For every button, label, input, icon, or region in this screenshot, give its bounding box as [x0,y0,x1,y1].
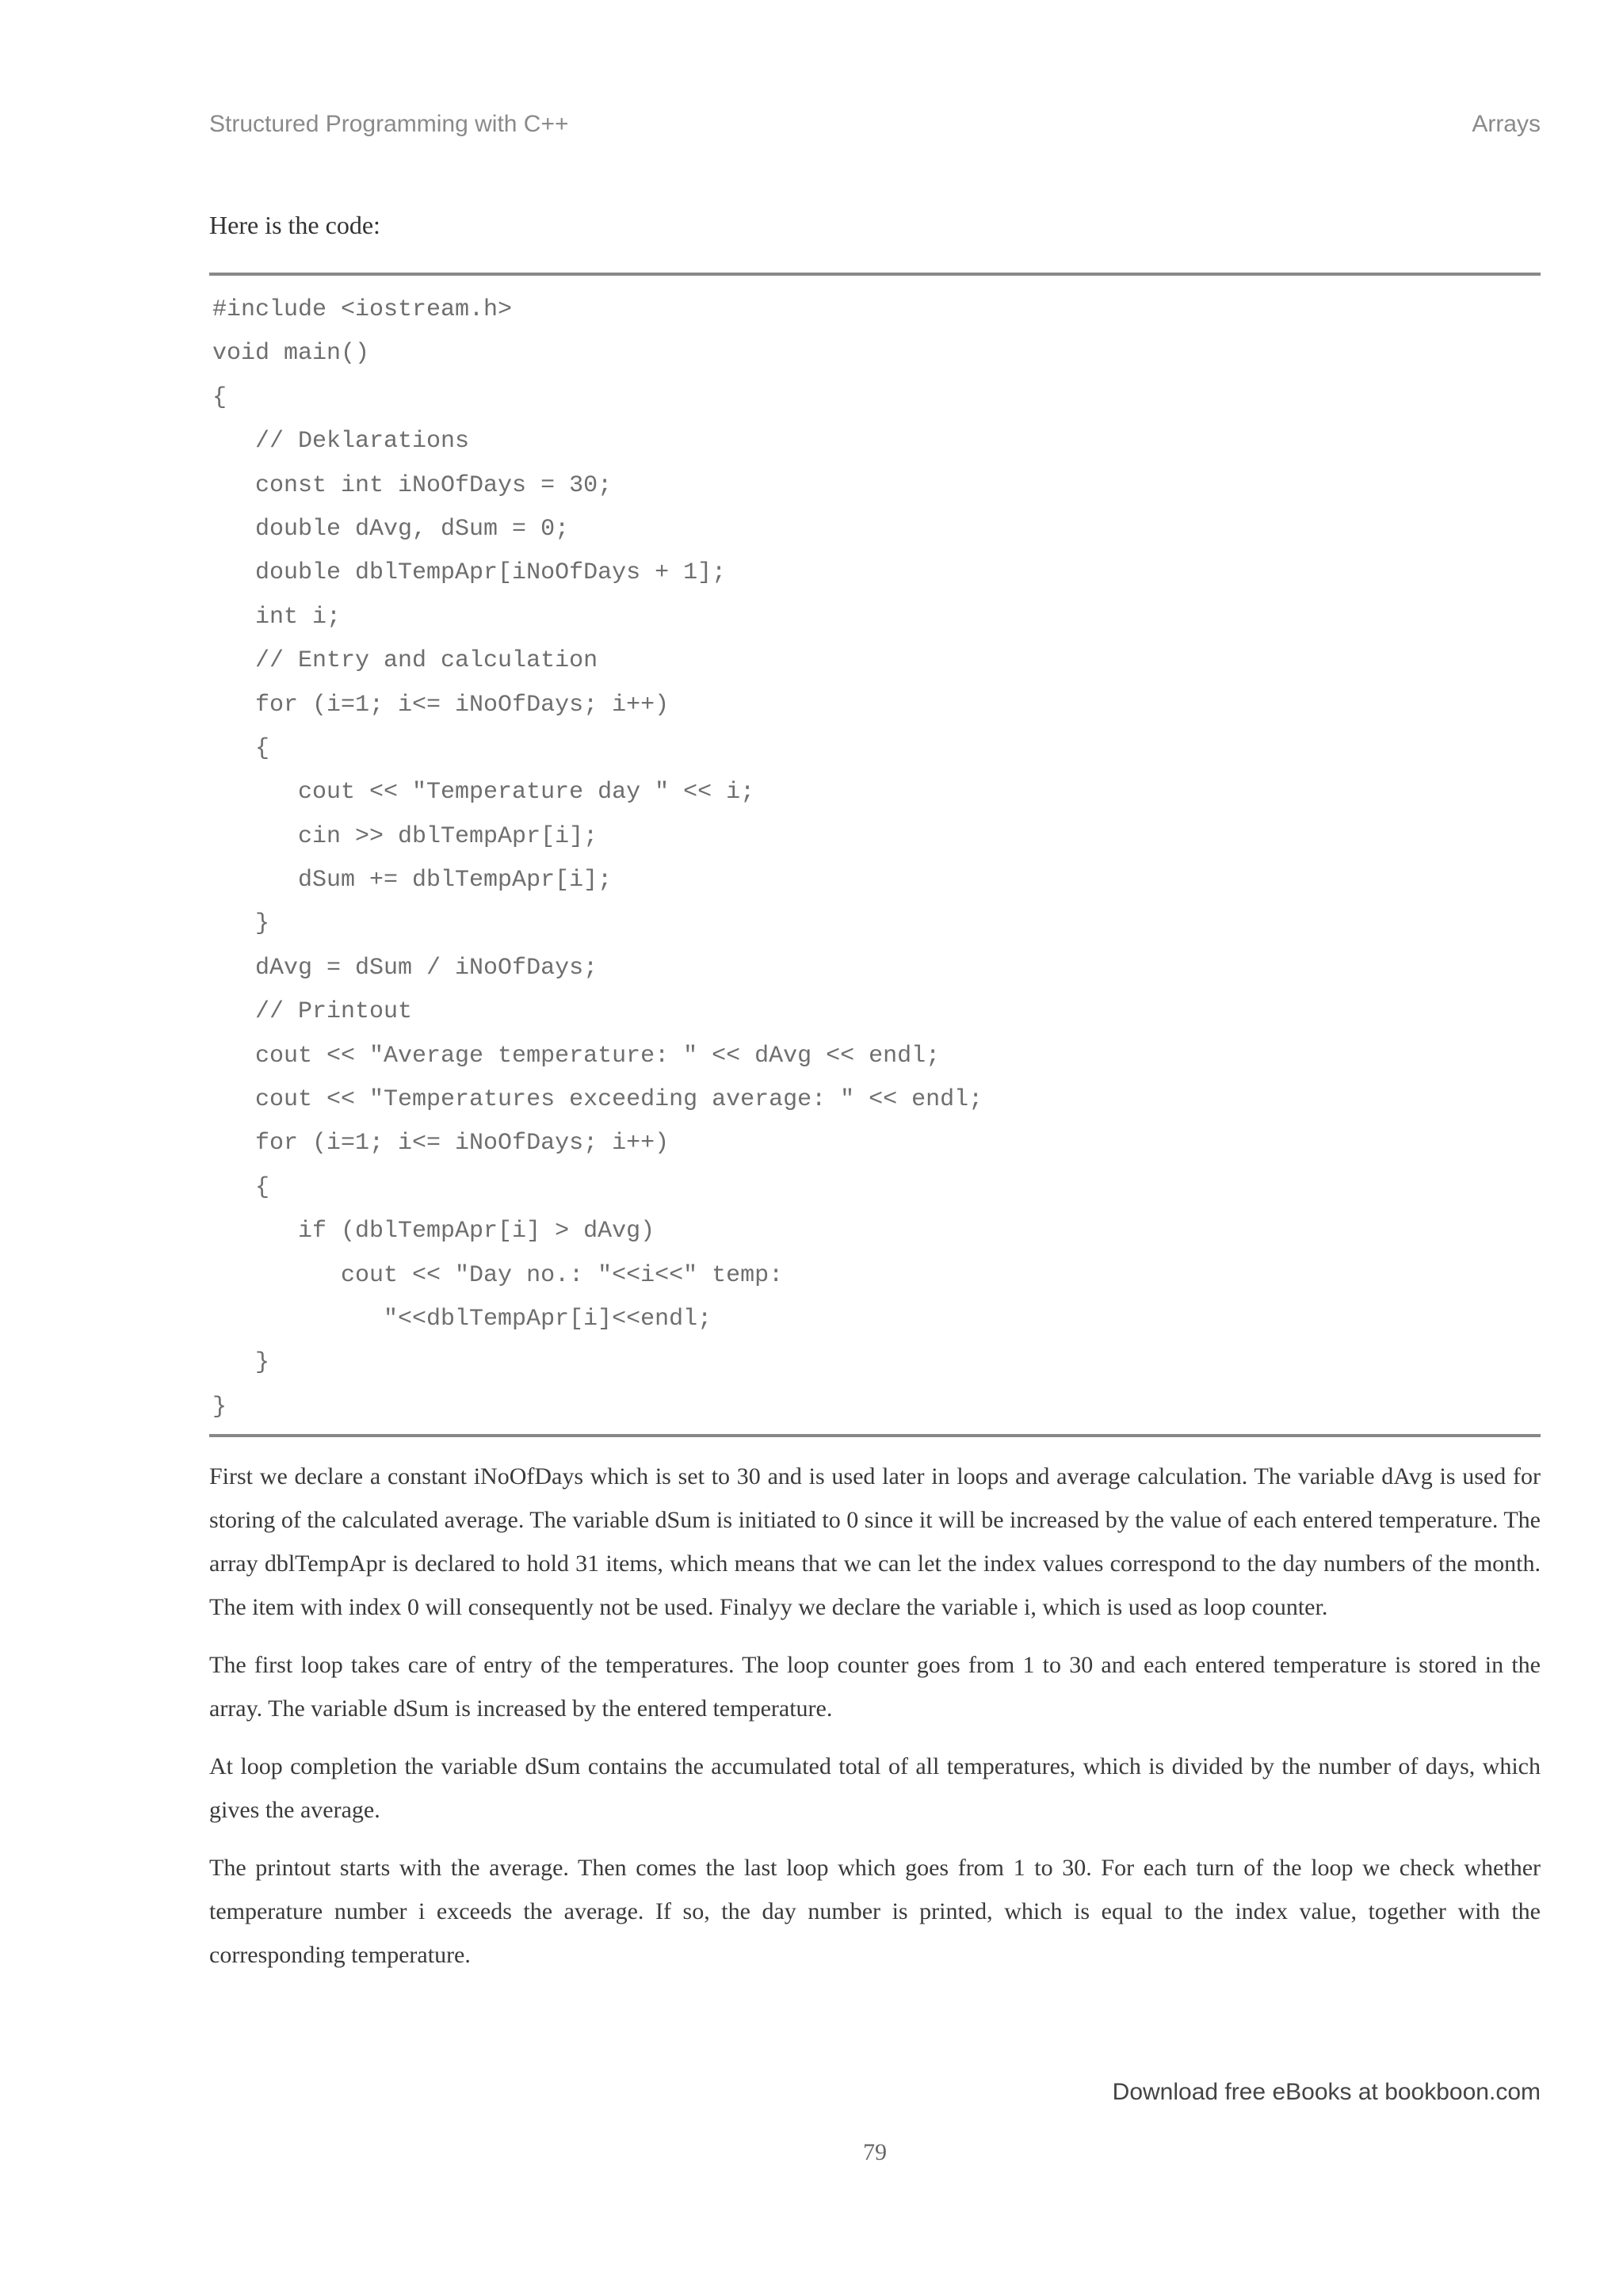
code-line: dSum += dblTempApr[i]; [212,867,613,894]
code-line: { [212,383,227,411]
code-line: const int iNoOfDays = 30; [212,471,613,499]
code-line: // Deklarations [212,428,470,456]
header-book-title: Structured Programming with C++ [209,111,569,137]
code-line: dAvg = dSum / iNoOfDays; [212,954,598,982]
code-line: for (i=1; i<= iNoOfDays; i++) [212,1130,670,1158]
page-number: 79 [863,2139,887,2165]
body-paragraph: The first loop takes care of entry of the temperatures. The loop counter goes from 1 to 30 and each entered temperature is stored in the array. The variable dSum is increased by the entered temperature. [209,1652,1541,1722]
code-line: void main() [212,340,370,368]
body-text [209,1455,1541,1991]
code-line: double dAvg, dSum = 0; [212,515,570,543]
running-header [209,111,1541,143]
code-line: } [212,1393,227,1421]
body-paragraph: First we declare a constant iNoOfDays which is set to 30 and is used later in loops and average calculation. The variable dAvg is used for storing of the calculated average. The variable dSum is initiated to 0 since it will be increased by the value of each entered temperature. The array dblTempApr is declared to hold 31 items, which means that we can let the index values correspond to the day numbers of the month. The item with index 0 will consequently not be used. Finalyy we declare the variable i, which is used as loop counter. [209,1463,1541,1620]
code-line: int i; [212,603,342,631]
code-line: cout << "Temperature day " << i; [212,779,755,807]
code-line: "<<dblTempApr[i]<<endl; [212,1305,712,1333]
body-paragraph: The printout starts with the average. Then comes the last loop which goes from 1 to 30. For each turn of the loop we check whether temperature number i exceeds the average. If so, the day number is printed, which is equal to the index value, together with the corresponding temperature. [209,1855,1541,1968]
code-line: cin >> dblTempApr[i]; [212,822,598,850]
code-intro-text: Here is the code: [209,211,380,239]
code-line: for (i=1; i<= iNoOfDays; i++) [212,691,670,719]
code-line: cout << "Day no.: "<<i<<" temp: [212,1261,784,1289]
code-line: { [212,1173,270,1201]
code-line: cout << "Temperatures exceeding average: " << endl; [212,1086,983,1114]
code-line: { [212,734,270,762]
body-paragraph: At loop completion the variable dSum contains the accumulated total of all temperatures, which is divided by the number of days, which gives the average. [209,1753,1541,1823]
code-line: // Printout [212,998,413,1026]
header-chapter-title: Arrays [1472,111,1541,137]
code-line: if (dblTempApr[i] > dAvg) [212,1218,655,1245]
code-line: // Entry and calculation [212,647,598,675]
code-lines [212,288,983,1429]
code-line: #include <iostream.h> [212,296,513,323]
code-line: cout << "Average temperature: " << dAvg << endl; [212,1042,941,1070]
code-line: double dblTempApr[iNoOfDays + 1]; [212,559,727,587]
document-page [209,0,1541,2296]
code-line: } [212,1349,270,1377]
code-line: } [212,910,270,938]
download-ebooks-link[interactable]: Download free eBooks at bookboon.com [1112,2079,1541,2105]
code-listing [209,273,1541,1437]
